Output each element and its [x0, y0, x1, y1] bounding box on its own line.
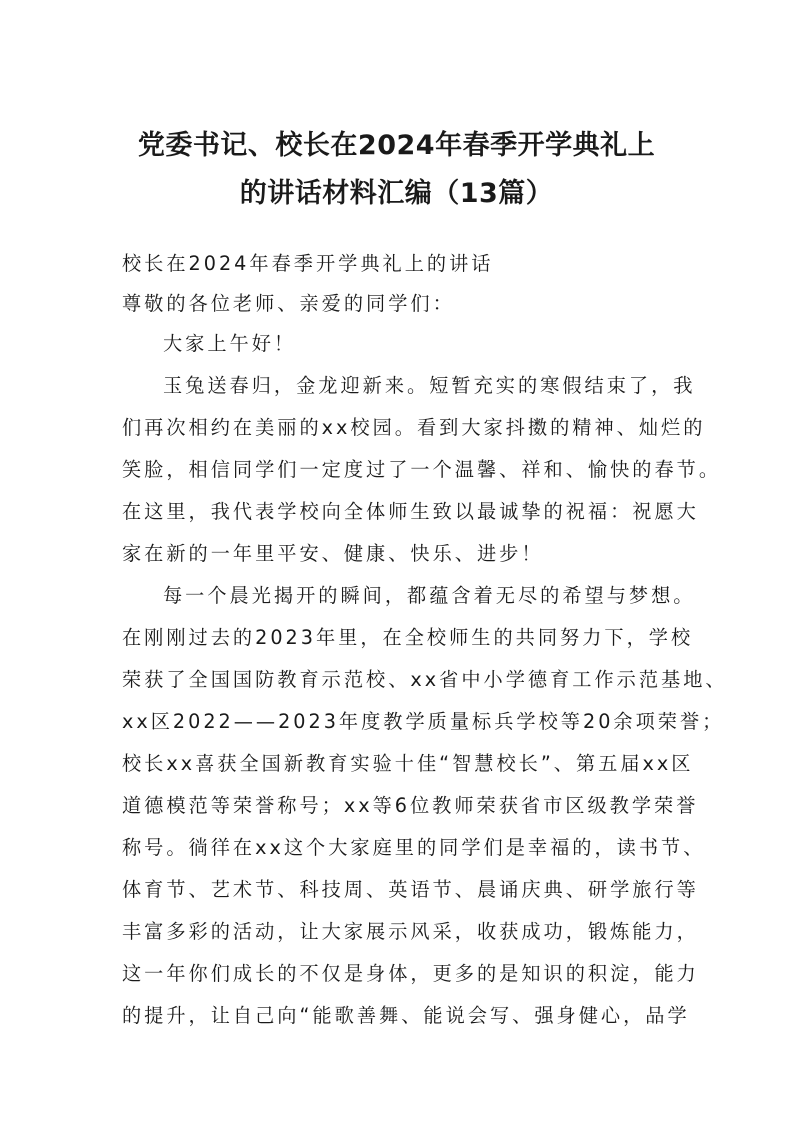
document-title-line-2: 的讲话材料汇编（13篇） [239, 178, 554, 209]
paragraph-line: 的提升，让自己向“能歌善舞、能说会写、强身健心，品学 [122, 1004, 690, 1027]
salutation: 尊敬的各位老师、亲爱的同学们： [122, 292, 455, 315]
paragraph-line: 荣获了全国国防教育示范校、xx省中小学德育工作示范基地、 [122, 668, 728, 691]
document-title-line-1: 党委书记、校长在2024年春季开学典礼上 [137, 130, 656, 161]
paragraph-line: 每一个晨光揭开的瞬间，都蕴含着无尽的希望与梦想。 [163, 584, 696, 607]
paragraph-line: 家在新的一年里平安、健康、快乐、进步！ [122, 542, 544, 565]
paragraph-line: 们再次相约在美丽的xx校园。看到大家抖擞的精神、灿烂的 [122, 416, 706, 439]
paragraph-line: 校长xx喜获全国新教育实验十佳“智慧校长”、第五届xx区 [122, 752, 694, 775]
paragraph-line: 笑脸，相信同学们一定度过了一个温馨、祥和、愉快的春节。 [122, 458, 722, 481]
greeting: 大家上午好！ [163, 332, 297, 355]
paragraph-line: 这一年你们成长的不仅是身体，更多的是知识的积淀，能力 [122, 962, 699, 985]
paragraph-line: 称号。徜徉在xx这个大家庭里的同学们是幸福的，读书节、 [122, 836, 706, 859]
paragraph-line: 丰富多彩的活动，让大家展示风采，收获成功，锻炼能力， [122, 920, 699, 943]
section-heading: 校长在2024年春季开学典礼上的讲话 [122, 252, 494, 275]
paragraph-line: 在这里，我代表学校向全体师生致以最诚挚的祝福：祝愿大 [122, 500, 699, 523]
paragraph-line: 玉兔送春归，金龙迎新来。短暂充实的寒假结束了，我 [163, 374, 696, 397]
paragraph-line: 道德模范等荣誉称号；xx等6位教师荣获省市区级教学荣誉 [122, 794, 699, 817]
paragraph-line: xx区2022——2023年度教学质量标兵学校等20余项荣誉； [122, 710, 725, 733]
paragraph-line: 在刚刚过去的2023年里，在全校师生的共同努力下，学校 [122, 626, 694, 649]
paragraph-line: 体育节、艺术节、科技周、英语节、晨诵庆典、研学旅行等 [122, 878, 699, 901]
